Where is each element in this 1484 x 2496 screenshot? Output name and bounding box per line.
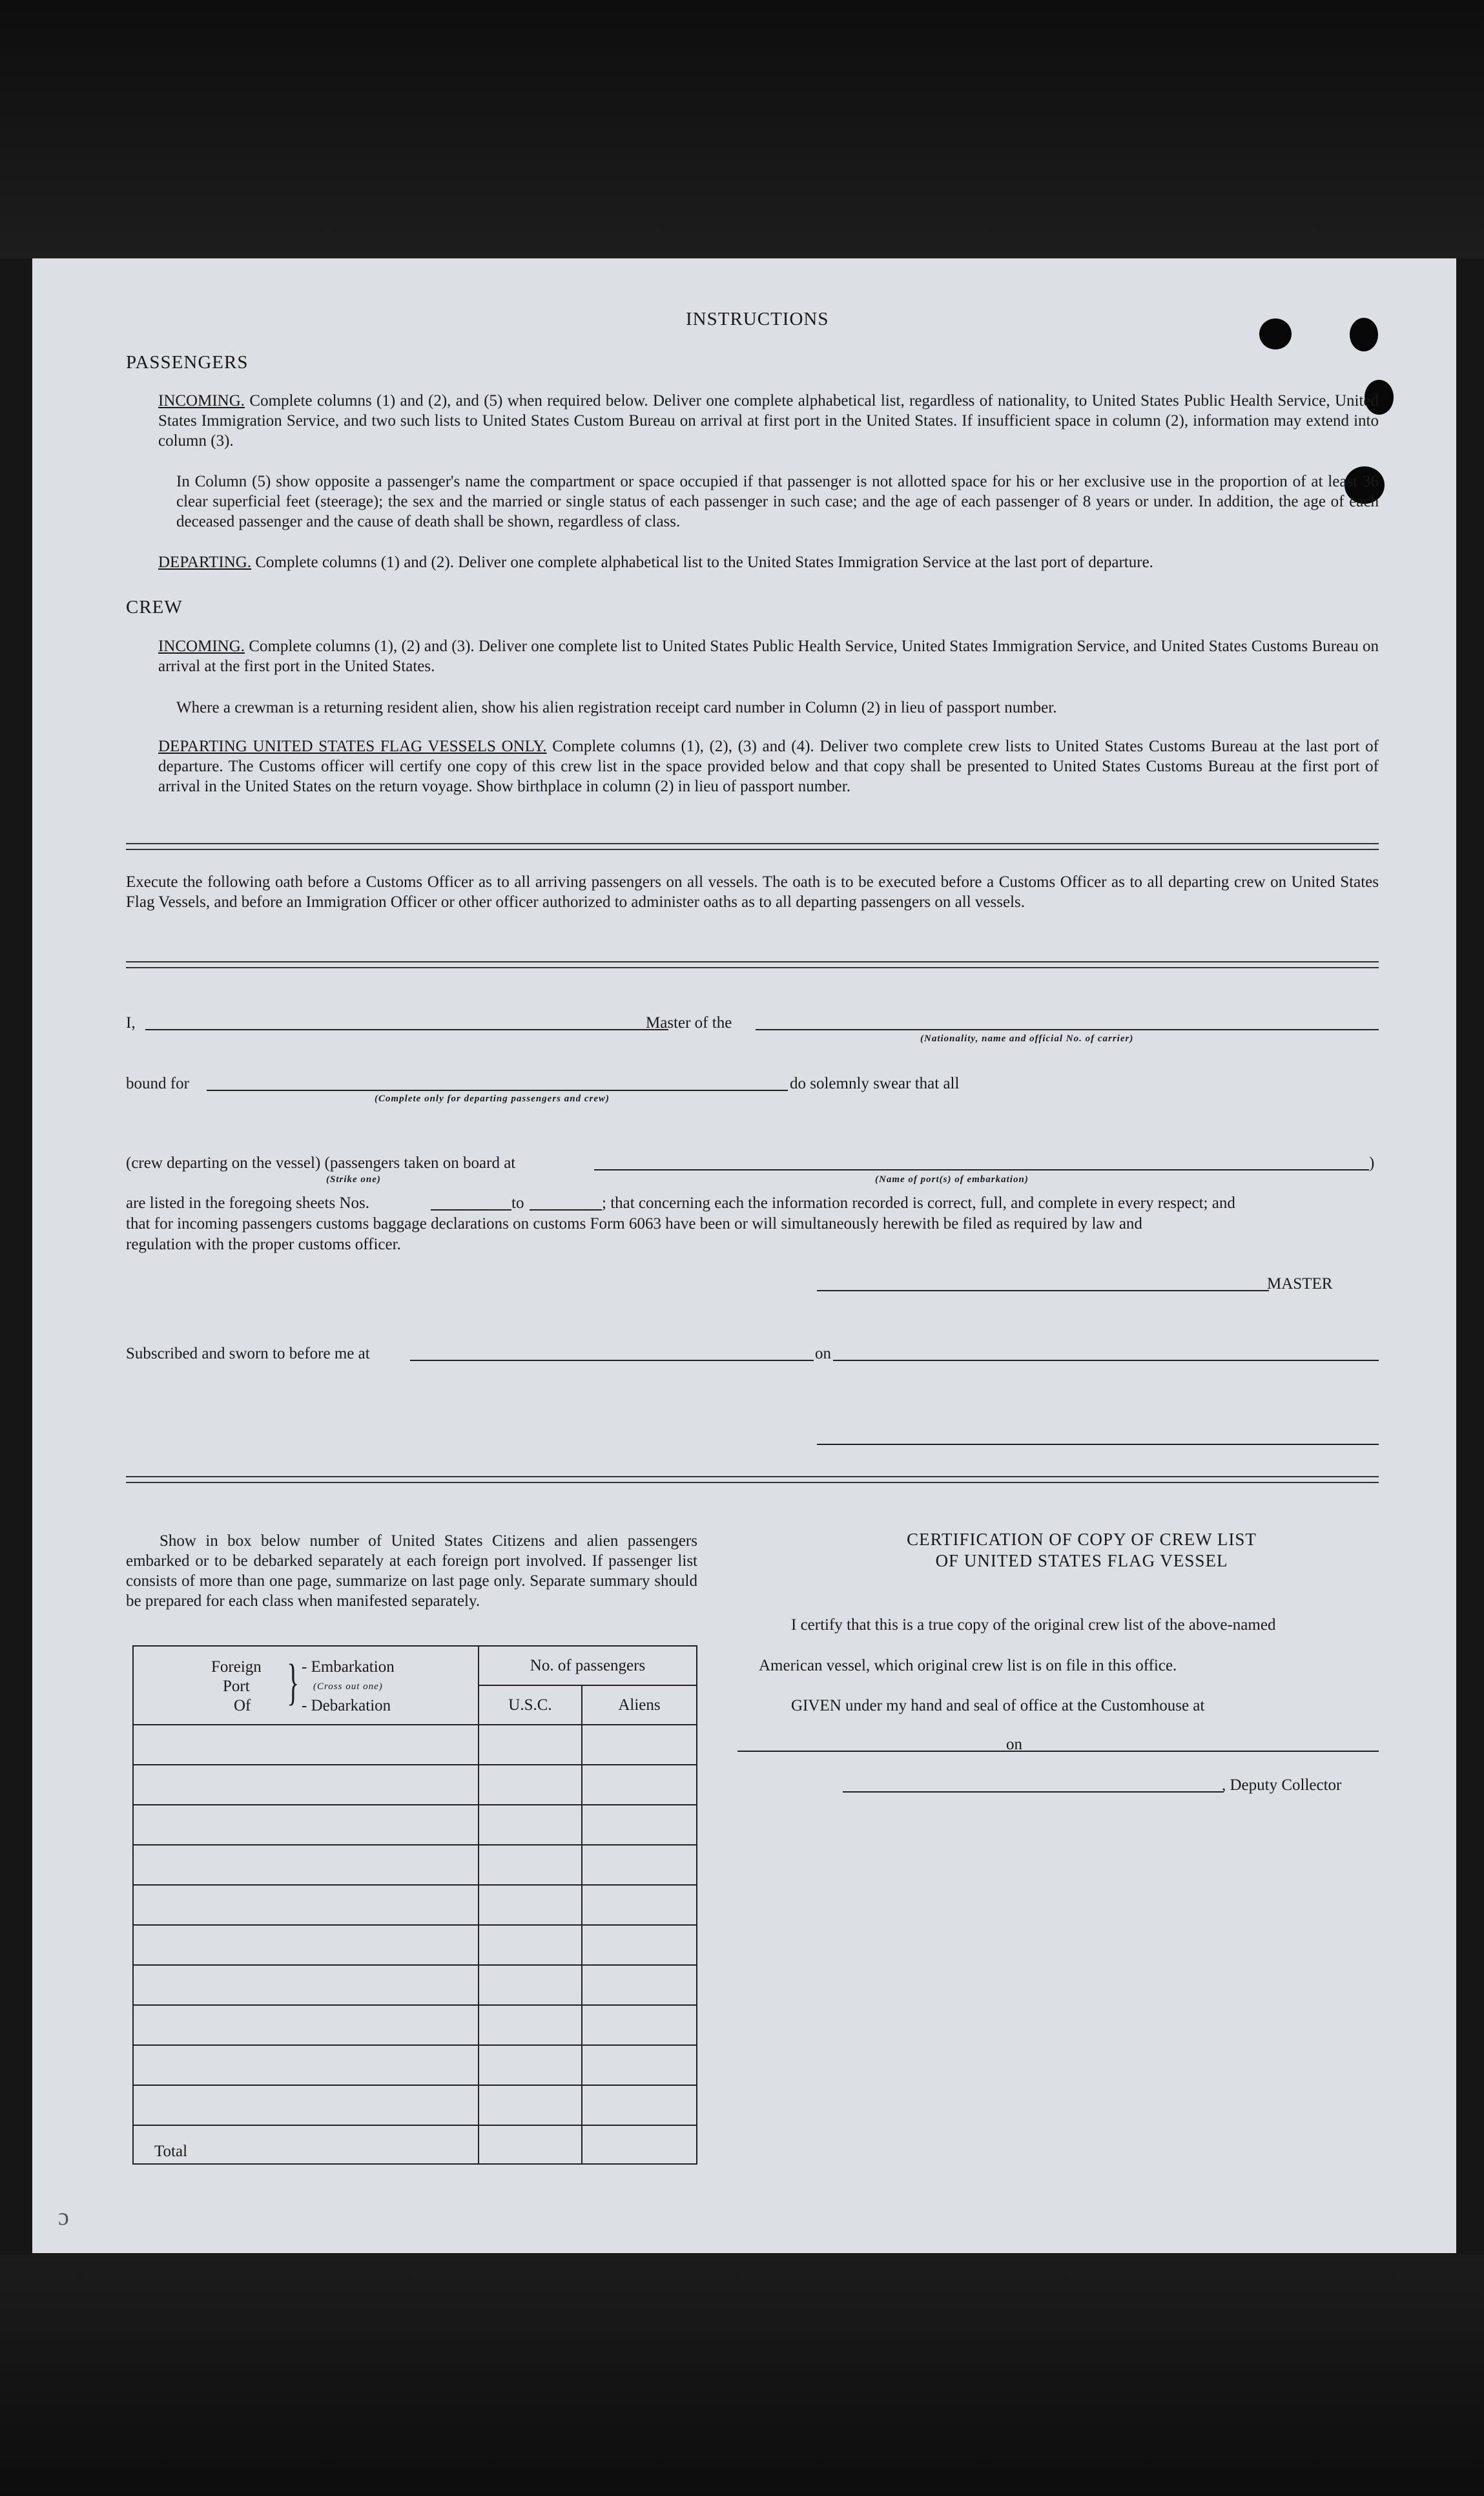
certification-title-line-2: OF UNITED STATES FLAG VESSEL (935, 1551, 1228, 1570)
passengers-departing-label: DEPARTING. (158, 554, 252, 571)
foreign-label: Foreign (211, 1658, 262, 1676)
summary-row (133, 1925, 697, 1965)
crew-departing-label: DEPARTING UNITED STATES FLAG VESSELS ONLY. (158, 738, 547, 755)
customhouse-field[interactable] (737, 1751, 1044, 1752)
passenger-summary-table (132, 1645, 697, 2165)
port-cell[interactable] (133, 2005, 479, 2045)
divider-3 (126, 1476, 1379, 1483)
usc-cell[interactable] (479, 2045, 582, 2085)
port-cell[interactable] (133, 1725, 479, 1765)
passengers-incoming-text: Complete columns (1) and (2), and (5) when required below. Deliver one complete alphabetical list, regardless of nationality, to United States Public Health Service, United States Immigration Service, and two such lists to United States Custom Bureau on arrival at first port in the United States. If insufficient space in column (2), information may extend into column (3). (158, 392, 1379, 450)
subscribed-label: Subscribed and sworn to before me at (126, 1345, 370, 1362)
usc-cell[interactable] (479, 1845, 582, 1885)
certification-title (756, 1529, 1408, 1572)
master-name-field[interactable] (145, 1029, 668, 1030)
punch-hole-2 (1350, 318, 1378, 351)
passengers-incoming-paragraph (158, 391, 1379, 451)
usc-cell[interactable] (479, 1765, 582, 1805)
carrier-field[interactable] (756, 1029, 1379, 1030)
passengers-departing-text: Complete columns (1) and (2). Deliver one complete alphabetical list to the United States Immigration Service at the last port of departure. (255, 554, 1153, 571)
aliens-header: Aliens (582, 1685, 697, 1725)
document-page (32, 258, 1456, 2253)
scan-background-bottom (0, 2254, 1484, 2496)
crew-incoming-text: Complete columns (1), (2) and (3). Deliver one complete list to United States Public Health Service, United States Immigration Service, and United States Customs Bureau on arrival at the first port in the United States. (158, 638, 1379, 675)
crew-heading: CREW (126, 597, 183, 618)
aliens-cell[interactable] (582, 2005, 697, 2045)
usc-cell[interactable] (479, 1805, 582, 1845)
summary-row (133, 1805, 697, 1845)
crew-passengers-label: (crew departing on the vessel) (passengers taken on board at (126, 1154, 516, 1172)
port-cell[interactable] (133, 1925, 479, 1965)
certify-line-1: I certify that this is a true copy of the original crew list of the above-named (791, 1616, 1276, 1634)
summary-row (133, 1765, 697, 1805)
listed-text-d: regulation with the proper customs officer. (126, 1236, 401, 1253)
listed-to-label: to (511, 1194, 524, 1212)
usc-cell[interactable] (479, 1965, 582, 2005)
summary-rows (133, 1725, 697, 2125)
aliens-cell[interactable] (582, 2085, 697, 2125)
certification-title-line-1: CERTIFICATION OF COPY OF CREW LIST (907, 1530, 1257, 1549)
aliens-cell[interactable] (582, 2045, 697, 2085)
master-signature-field[interactable] (817, 1290, 1269, 1291)
summary-row (133, 2045, 697, 2085)
master-of-the-label: Master of the (646, 1014, 732, 1032)
summary-instructions: Show in box below number of United States Citizens and alien passengers embarked or to be debarked separately at each foreign port involved. If passenger list consists of more than one page, summarize on last page only. Separate summary should be prepared for each class when manifested separately. (126, 1532, 697, 1610)
debarkation-option[interactable]: - Debarkation (302, 1697, 391, 1714)
officer-signature-field[interactable] (817, 1444, 1379, 1445)
strike-one-hint: (Strike one) (326, 1174, 381, 1185)
crew-incoming-label: INCOMING. (158, 638, 245, 655)
crew-resident-paragraph: Where a crewman is a returning resident alien, show his alien registration receipt card number in Column (2) in lieu of passport number. (176, 699, 1057, 716)
embarkation-ports-field[interactable] (594, 1169, 1369, 1170)
port-cell[interactable] (133, 1885, 479, 1925)
certification-on-label: on (1006, 1736, 1022, 1753)
subscribed-place-field[interactable] (410, 1360, 814, 1361)
port-cell[interactable] (133, 1965, 479, 2005)
given-line: GIVEN under my hand and seal of office at the Customhouse at (791, 1697, 1205, 1714)
summary-row (133, 1845, 697, 1885)
scan-background-top (0, 0, 1484, 258)
summary-row (133, 1965, 697, 2005)
margin-mark: ɔ (58, 2203, 69, 2231)
passengers-heading: PASSENGERS (126, 352, 249, 373)
usc-header: U.S.C. (479, 1685, 582, 1725)
close-paren: ) (1369, 1154, 1375, 1172)
passengers-incoming-label: INCOMING. (158, 392, 245, 410)
usc-cell[interactable] (479, 2005, 582, 2045)
crew-departing-paragraph (158, 736, 1379, 796)
oath-i-label: I, (126, 1014, 136, 1032)
deputy-collector-label: , Deputy Collector (1222, 1776, 1342, 1794)
instructions-title: INSTRUCTIONS (686, 309, 829, 329)
usc-cell[interactable] (479, 1725, 582, 1765)
summary-row (133, 1725, 697, 1765)
total-label: Total (133, 2125, 479, 2164)
aliens-cell[interactable] (582, 1925, 697, 1965)
usc-cell[interactable] (479, 1885, 582, 1925)
embarkation-option[interactable]: - Embarkation (302, 1658, 395, 1676)
passengers-departing-paragraph (158, 552, 1379, 572)
sheet-to-field[interactable] (530, 1209, 602, 1211)
aliens-cell[interactable] (582, 1725, 697, 1765)
bound-for-hint: (Complete only for departing passengers and crew) (375, 1094, 610, 1104)
bound-for-label: bound for (126, 1075, 189, 1092)
brace-icon: } (287, 1654, 300, 1710)
aliens-cell[interactable] (582, 1765, 697, 1805)
subscribed-date-field[interactable] (833, 1360, 1379, 1361)
cross-out-hint: (Cross out one) (313, 1681, 383, 1692)
of-label: Of (234, 1697, 251, 1714)
listed-text-b: ; that concerning each the information recorded is correct, full, and complete in every respect; and (602, 1194, 1235, 1212)
crew-departing-text: Complete columns (1), (2), (3) and (4). Deliver two complete crew lists to United States Customs Bureau at the last port of departure. The Customs officer will certify one copy of this crew list in the space provided below and that copy shall be presented to United States Customs Bureau at the first port of arrival in the United States on the return voyage. Show birthplace in column (2) in lieu of passport number. (158, 738, 1379, 795)
deputy-collector-signature-field[interactable] (843, 1791, 1224, 1793)
master-label: MASTER (1267, 1275, 1333, 1293)
usc-cell[interactable] (479, 2085, 582, 2125)
summary-row (133, 1885, 697, 1925)
total-usc-cell[interactable] (479, 2125, 582, 2164)
divider-1 (126, 843, 1379, 850)
subscribed-on-label: on (815, 1345, 831, 1362)
total-aliens-cell[interactable] (582, 2125, 697, 2164)
aliens-cell[interactable] (582, 1845, 697, 1885)
port-cell[interactable] (133, 1845, 479, 1885)
column5-paragraph: In Column (5) show opposite a passenger's name the compartment or space occupied if that passenger is not allotted space for his or her exclusive use in the proportion of at least 36 clear superficial feet (steerage); the sex and the married or single status of each passenger in such case; and the age of each passenger of 8 years or under. In addition, the age of each deceased passenger and the cause of death shall be shown, regardless of class. (176, 473, 1379, 530)
carrier-hint: (Nationality, name and official No. of carrier) (920, 1034, 1134, 1044)
port-cell[interactable] (133, 1765, 479, 1805)
certify-line-2: American vessel, which original crew list is on file in this office. (759, 1657, 1177, 1674)
port-header-cell (133, 1646, 479, 1725)
divider-2 (126, 961, 1379, 968)
oath-intro: Execute the following oath before a Customs Officer as to all arriving passengers on all vessels. The oath is to be executed before a Customs Officer as to all departing crew on United States Flag Vessels, and before an Immigration Officer or other officer authorized to administer oaths as to all departing passengers on all vessels. (126, 873, 1379, 911)
port-cell[interactable] (133, 1805, 479, 1845)
listed-text-c: that for incoming passengers customs baggage declarations on customs Form 6063 have been or will simultaneously herewith be filed as required by law and (126, 1215, 1142, 1232)
aliens-cell[interactable] (582, 1965, 697, 2005)
port-cell[interactable] (133, 2045, 479, 2085)
summary-row (133, 2005, 697, 2045)
aliens-cell[interactable] (582, 1805, 697, 1845)
solemnly-swear-label: do solemnly swear that all (790, 1075, 960, 1092)
listed-text-a: are listed in the foregoing sheets Nos. (126, 1194, 369, 1212)
no-of-passengers-header: No. of passengers (479, 1646, 697, 1685)
port-label: Port (223, 1678, 250, 1695)
usc-cell[interactable] (479, 1925, 582, 1965)
certification-date-field[interactable] (1024, 1751, 1379, 1752)
aliens-cell[interactable] (582, 1885, 697, 1925)
summary-row (133, 2085, 697, 2125)
crew-incoming-paragraph (158, 636, 1379, 676)
ports-hint: (Name of port(s) of embarkation) (875, 1174, 1029, 1185)
punch-hole-1 (1259, 318, 1292, 349)
bound-for-field[interactable] (207, 1090, 788, 1091)
sheet-from-field[interactable] (431, 1209, 511, 1211)
port-cell[interactable] (133, 2085, 479, 2125)
